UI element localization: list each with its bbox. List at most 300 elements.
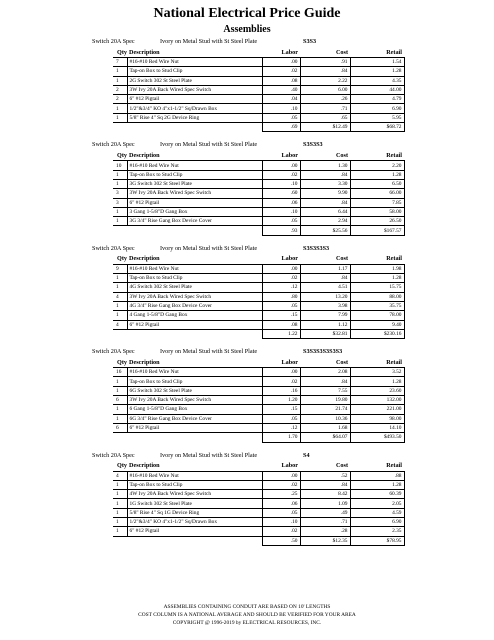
row-labor: .15 (262, 405, 300, 414)
row-cost: 13.20 (300, 292, 350, 301)
table-row (113, 113, 404, 122)
total-cost: $25.56 (300, 226, 350, 235)
row-labor: .02 (262, 170, 300, 179)
table-row (113, 405, 404, 414)
row-qty: 4 (113, 292, 127, 301)
row-retail: 2.20 (350, 161, 404, 170)
total-spacer (113, 536, 127, 545)
row-labor: .02 (262, 274, 300, 283)
row-qty: 10 (113, 161, 127, 170)
table-row (113, 198, 404, 207)
row-retail: 7.85 (350, 198, 404, 207)
row-labor: .15 (262, 311, 300, 320)
row-labor: .02 (262, 527, 300, 536)
row-retail: 132.00 (350, 396, 404, 405)
table-header-row (113, 461, 404, 472)
table-header-row (113, 357, 404, 368)
table-row (113, 104, 404, 113)
table-row (113, 161, 404, 170)
row-qty: 2 (113, 95, 127, 104)
table-row (113, 58, 404, 67)
assembly-description: Ivory on Metal Stud with St Steel Plate (160, 244, 258, 252)
row-cost: 6.00 (300, 85, 350, 94)
row-labor: .05 (262, 301, 300, 310)
table-row (113, 67, 404, 76)
row-description: 4W Ivy 20A Back Wired Spec Switch (127, 490, 262, 499)
table-row (113, 311, 404, 320)
total-cost: $32.81 (300, 329, 350, 338)
row-labor: .05 (262, 508, 300, 517)
row-cost: 1.17 (300, 264, 350, 273)
table-row (113, 414, 404, 423)
total-cost: $12.35 (300, 536, 350, 545)
table-header-row (113, 150, 404, 161)
row-cost: .91 (300, 58, 350, 67)
row-retail: 1.54 (350, 58, 404, 67)
total-spacer (127, 536, 262, 545)
row-labor: .06 (262, 499, 300, 508)
table-row (113, 517, 404, 526)
table-row (113, 471, 404, 480)
row-description: 3G Switch 302 St Steel Plate (127, 179, 262, 188)
assembly-code: S4 (303, 451, 310, 459)
row-labor: .05 (262, 113, 300, 122)
row-retail: 4.79 (350, 95, 404, 104)
row-qty: 6 (113, 423, 127, 432)
table-row (113, 170, 404, 179)
assembly-description: Ivory on Metal Stud with St Steel Plate (160, 38, 258, 45)
assembly-code: S3S3S3 (303, 141, 323, 149)
table-row (113, 217, 404, 226)
row-description: #16-#10 Red Wire Nut (127, 58, 262, 67)
column-header-retail: Retail (350, 254, 404, 265)
row-qty: 1 (113, 113, 127, 122)
row-retail: 58.00 (350, 207, 404, 216)
total-retail: $167.57 (350, 226, 404, 235)
row-qty: 1 (113, 67, 127, 76)
row-retail: 1.28 (350, 377, 404, 386)
row-qty: 1 (113, 283, 127, 292)
table-row (113, 76, 404, 85)
column-header-qty: Qty (113, 47, 127, 58)
row-retail: .88 (350, 471, 404, 480)
table-row (113, 386, 404, 395)
total-labor: .93 (262, 226, 300, 235)
table-row (113, 264, 404, 273)
column-header-retail: Retail (350, 150, 404, 161)
row-cost: 4.51 (300, 283, 350, 292)
row-retail: 1.28 (350, 170, 404, 179)
row-qty: 4 (113, 320, 127, 329)
row-description: Tap-on Box to Stud Clip (127, 377, 262, 386)
assembly-code: S3S3S3S3S3S3 (303, 348, 343, 356)
page-subtitle: Assemblies (223, 24, 271, 35)
row-retail: 35.75 (350, 301, 404, 310)
column-header-qty: Qty (113, 254, 127, 265)
assembly-header (0, 450, 494, 461)
row-description: 3W Ivy 20A Back Wired Spec Switch (127, 85, 262, 94)
row-cost: 1.30 (300, 161, 350, 170)
row-cost: 7.99 (300, 311, 350, 320)
row-cost: 2.08 (300, 368, 350, 377)
table-row (113, 490, 404, 499)
total-labor: 1.22 (262, 329, 300, 338)
table-row (113, 301, 404, 310)
column-header-qty: Qty (113, 357, 127, 368)
table-row (113, 508, 404, 517)
row-cost: 21.74 (300, 405, 350, 414)
row-qty: 1 (113, 405, 127, 414)
table-row (113, 320, 404, 329)
row-cost: .52 (300, 471, 350, 480)
row-retail: 1.28 (350, 67, 404, 76)
row-description: 6" #12 Pigtail (127, 198, 262, 207)
total-spacer (113, 329, 127, 338)
table-row (113, 499, 404, 508)
row-retail: 6.90 (350, 517, 404, 526)
row-retail: 88.00 (350, 292, 404, 301)
total-labor: .50 (262, 536, 300, 545)
total-retail: $78.95 (350, 536, 404, 545)
row-description: 6" #12 Pigtail (127, 527, 262, 536)
assembly-section (0, 243, 494, 339)
row-description: 4G 3/4" Rise Gang Box Device Cover (127, 301, 262, 310)
row-qty: 1 (113, 217, 127, 226)
column-header-cost: Cost (300, 461, 350, 472)
row-description: 2G Switch 302 St Steel Plate (127, 76, 262, 85)
row-cost: 3.98 (300, 301, 350, 310)
row-labor: .00 (262, 58, 300, 67)
assembly-code: S3S3 (303, 38, 317, 45)
assembly-header (0, 243, 494, 254)
row-qty: 1 (113, 274, 127, 283)
row-cost: 6.44 (300, 207, 350, 216)
row-labor: .08 (262, 76, 300, 85)
assembly-table (113, 461, 405, 546)
row-qty: 1 (113, 386, 127, 395)
row-qty: 16 (113, 368, 127, 377)
table-row (113, 85, 404, 94)
column-header-description: Description (127, 357, 262, 368)
total-row (113, 536, 404, 545)
row-qty: 1 (113, 490, 127, 499)
table-row (113, 189, 404, 198)
assembly-table (113, 47, 405, 132)
table-row (113, 368, 404, 377)
table-row (113, 396, 404, 405)
total-retail: $493.50 (350, 433, 404, 442)
row-labor: .10 (262, 104, 300, 113)
footer-line-cost-note: COST COLUMN IS A NATIONAL AVERAGE AND SHOULD BE VERIFIED FOR YOUR AREA (138, 612, 356, 618)
row-qty: 9 (113, 264, 127, 273)
row-description: 3W Ivy 20A Back Wired Spec Switch (127, 396, 262, 405)
row-labor: .12 (262, 423, 300, 432)
row-qty: 1 (113, 301, 127, 310)
row-qty: 6 (113, 396, 127, 405)
column-header-retail: Retail (350, 461, 404, 472)
row-labor: .16 (262, 386, 300, 395)
row-description: #16-#10 Red Wire Nut (127, 161, 262, 170)
row-cost: 9.90 (300, 189, 350, 198)
row-qty: 1 (113, 377, 127, 386)
row-qty: 1 (113, 76, 127, 85)
row-labor: .12 (262, 283, 300, 292)
row-cost: 2.22 (300, 76, 350, 85)
row-description: #16-#10 Red Wire Nut (127, 368, 262, 377)
table-row (113, 527, 404, 536)
total-retail: $230.16 (350, 329, 404, 338)
row-labor: .02 (262, 377, 300, 386)
row-qty: 1 (113, 499, 127, 508)
row-description: 4G Switch 302 St Steel Plate (127, 283, 262, 292)
column-header-labor: Labor (262, 47, 300, 58)
column-header-cost: Cost (300, 47, 350, 58)
row-description: 1G Switch 302 St Steel Plate (127, 499, 262, 508)
total-row (113, 433, 404, 442)
assembly-header (0, 36, 494, 47)
row-cost: 19.80 (300, 396, 350, 405)
total-labor: 1.70 (262, 433, 300, 442)
row-description: 3W Ivy 20A Back Wired Spec Switch (127, 292, 262, 301)
column-header-labor: Labor (262, 461, 300, 472)
assembly-section (0, 36, 494, 132)
row-qty: 1 (113, 517, 127, 526)
row-description: 6" #12 Pigtail (127, 320, 262, 329)
row-cost: .84 (300, 480, 350, 489)
row-retail: 221.00 (350, 405, 404, 414)
row-description: 1/2"&3/4" KO 4"x1-1/2" Sq/Drawn Box (127, 104, 262, 113)
row-labor: .10 (262, 179, 300, 188)
table-row (113, 283, 404, 292)
row-labor: .08 (262, 320, 300, 329)
row-description: #16-#10 Red Wire Nut (127, 471, 262, 480)
row-retail: 3.52 (350, 368, 404, 377)
row-qty: 1 (113, 179, 127, 188)
row-description: 3G 3/4" Rise Gang Box Device Cover (127, 217, 262, 226)
row-description: 5/8" Rise 4" Sq 1G Device Ring (127, 508, 262, 517)
row-retail: 6.50 (350, 179, 404, 188)
row-cost: 1.12 (300, 320, 350, 329)
assembly-header (0, 346, 494, 357)
row-retail: 4.59 (350, 508, 404, 517)
row-cost: .84 (300, 274, 350, 283)
column-header-cost: Cost (300, 150, 350, 161)
row-cost: .49 (300, 508, 350, 517)
assembly-spec: Switch 20A Spec (92, 141, 135, 149)
row-labor: .00 (262, 471, 300, 480)
total-spacer (113, 123, 127, 132)
row-description: 6" #12 Pigtail (127, 423, 262, 432)
row-labor: .10 (262, 517, 300, 526)
row-retail: 1.98 (350, 264, 404, 273)
total-row (113, 329, 404, 338)
row-retail: 2.05 (350, 499, 404, 508)
row-cost: 1.68 (300, 423, 350, 432)
row-description: Tap-on Box to Stud Clip (127, 170, 262, 179)
row-qty: 1 (113, 414, 127, 423)
row-qty: 1 (113, 170, 127, 179)
total-cost: $12.49 (300, 123, 350, 132)
row-labor: .00 (262, 368, 300, 377)
row-retail: 4.35 (350, 76, 404, 85)
assembly-description: Ivory on Metal Stud with St Steel Plate (160, 348, 258, 356)
row-qty: 1 (113, 508, 127, 517)
row-cost: .28 (300, 527, 350, 536)
column-header-cost: Cost (300, 254, 350, 265)
total-row (113, 123, 404, 132)
column-header-description: Description (127, 254, 262, 265)
column-header-description: Description (127, 47, 262, 58)
assembly-spec: Switch 20A Spec (92, 451, 135, 459)
assembly-table (113, 254, 405, 339)
assembly-section (0, 450, 494, 546)
row-retail: 9.40 (350, 320, 404, 329)
total-spacer (127, 433, 262, 442)
row-retail: 2.35 (350, 527, 404, 536)
row-labor: .40 (262, 85, 300, 94)
row-description: 6" #12 Pigtail (127, 95, 262, 104)
row-cost: 10.36 (300, 414, 350, 423)
row-cost: .71 (300, 517, 350, 526)
row-qty: 1 (113, 104, 127, 113)
row-description: 6G 3/4" Rise Gang Box Device Cover (127, 414, 262, 423)
row-labor: .80 (262, 292, 300, 301)
table-row (113, 292, 404, 301)
row-labor: .02 (262, 480, 300, 489)
row-cost: .26 (300, 95, 350, 104)
row-description: 6G Switch 302 St Steel Plate (127, 386, 262, 395)
total-spacer (113, 433, 127, 442)
table-row (113, 480, 404, 489)
row-qty: 1 (113, 480, 127, 489)
total-cost: $64.07 (300, 433, 350, 442)
row-description: 6 Gang 1-5/8"D Gang Box (127, 405, 262, 414)
assembly-section (0, 346, 494, 442)
row-description: 5/8" Rise 4" Sq 2G Device Ring (127, 113, 262, 122)
total-retail: $68.72 (350, 123, 404, 132)
column-header-retail: Retail (350, 47, 404, 58)
table-header-row (113, 47, 404, 58)
row-retail: 78.00 (350, 311, 404, 320)
row-description: Tap-on Box to Stud Clip (127, 274, 262, 283)
assembly-section (0, 139, 494, 235)
assembly-description: Ivory on Metal Stud with St Steel Plate (160, 451, 258, 459)
row-labor: .06 (262, 198, 300, 207)
row-labor: .60 (262, 189, 300, 198)
row-retail: 44.00 (350, 85, 404, 94)
assembly-spec: Switch 20A Spec (92, 348, 135, 356)
row-qty: 3 (113, 189, 127, 198)
row-cost: .84 (300, 67, 350, 76)
row-qty: 1 (113, 527, 127, 536)
row-qty: 7 (113, 58, 127, 67)
row-qty: 1 (113, 207, 127, 216)
row-retail: 26.50 (350, 217, 404, 226)
row-labor: .05 (262, 414, 300, 423)
assembly-spec: Switch 20A Spec (92, 244, 135, 252)
column-header-qty: Qty (113, 461, 127, 472)
row-labor: .00 (262, 264, 300, 273)
row-description: 4 Gang 1-5/8"D Gang Box (127, 311, 262, 320)
total-spacer (127, 226, 262, 235)
row-qty: 4 (113, 471, 127, 480)
row-cost: .84 (300, 170, 350, 179)
row-description: Tap-on Box to Stud Clip (127, 67, 262, 76)
row-labor: .00 (262, 161, 300, 170)
column-header-cost: Cost (300, 357, 350, 368)
total-labor: .69 (262, 123, 300, 132)
row-labor: .04 (262, 95, 300, 104)
footer-line-copyright: COPYRIGHT @ 1996-2019 by ELECTRICAL RESOURCES, INC. (172, 620, 322, 626)
row-qty: 1 (113, 311, 127, 320)
table-row (113, 179, 404, 188)
column-header-labor: Labor (262, 357, 300, 368)
row-description: 3 Gang 1-5/8"D Gang Box (127, 207, 262, 216)
total-spacer (113, 226, 127, 235)
row-labor: .25 (262, 490, 300, 499)
row-retail: 1.28 (350, 480, 404, 489)
row-description: #16-#10 Red Wire Nut (127, 264, 262, 273)
row-cost: .71 (300, 104, 350, 113)
table-row (113, 95, 404, 104)
row-retail: 23.60 (350, 386, 404, 395)
row-cost: 8.42 (300, 490, 350, 499)
assembly-code: S3S3S3S3 (303, 244, 330, 252)
column-header-description: Description (127, 461, 262, 472)
row-cost: 2.94 (300, 217, 350, 226)
row-qty: 2 (113, 85, 127, 94)
row-labor: .05 (262, 217, 300, 226)
assembly-description: Ivory on Metal Stud with St Steel Plate (160, 141, 258, 149)
row-retail: 60.39 (350, 490, 404, 499)
assembly-table (113, 150, 405, 235)
row-retail: 98.00 (350, 414, 404, 423)
assembly-header (0, 139, 494, 150)
total-spacer (127, 123, 262, 132)
row-description: 1/2"&3/4" KO 4"x1-1/2" Sq/Drawn Box (127, 517, 262, 526)
row-description: 3W Ivy 20A Back Wired Spec Switch (127, 189, 262, 198)
column-header-labor: Labor (262, 254, 300, 265)
row-cost: .65 (300, 113, 350, 122)
total-spacer (127, 329, 262, 338)
table-row (113, 377, 404, 386)
table-row (113, 423, 404, 432)
page-title: National Electrical Price Guide (153, 6, 341, 21)
row-labor: .02 (262, 67, 300, 76)
assembly-sections (0, 36, 494, 553)
row-description: Tap-on Box to Stud Clip (127, 480, 262, 489)
table-row (113, 274, 404, 283)
footer (0, 603, 494, 627)
row-cost: 7.55 (300, 386, 350, 395)
column-header-retail: Retail (350, 357, 404, 368)
row-cost: .84 (300, 377, 350, 386)
column-header-labor: Labor (262, 150, 300, 161)
assembly-table (113, 357, 405, 442)
row-retail: 14.10 (350, 423, 404, 432)
row-retail: 1.28 (350, 274, 404, 283)
footer-line-conduit: ASSEMBLIES CONTAINING CONDUIT ARE BASED ON 10' LENGTHS (163, 604, 331, 610)
row-cost: 1.09 (300, 499, 350, 508)
column-header-qty: Qty (113, 150, 127, 161)
column-header-description: Description (127, 150, 262, 161)
row-retail: 5.95 (350, 113, 404, 122)
table-row (113, 207, 404, 216)
row-qty: 3 (113, 198, 127, 207)
row-labor: .10 (262, 207, 300, 216)
row-retail: 66.00 (350, 189, 404, 198)
row-retail: 6.90 (350, 104, 404, 113)
